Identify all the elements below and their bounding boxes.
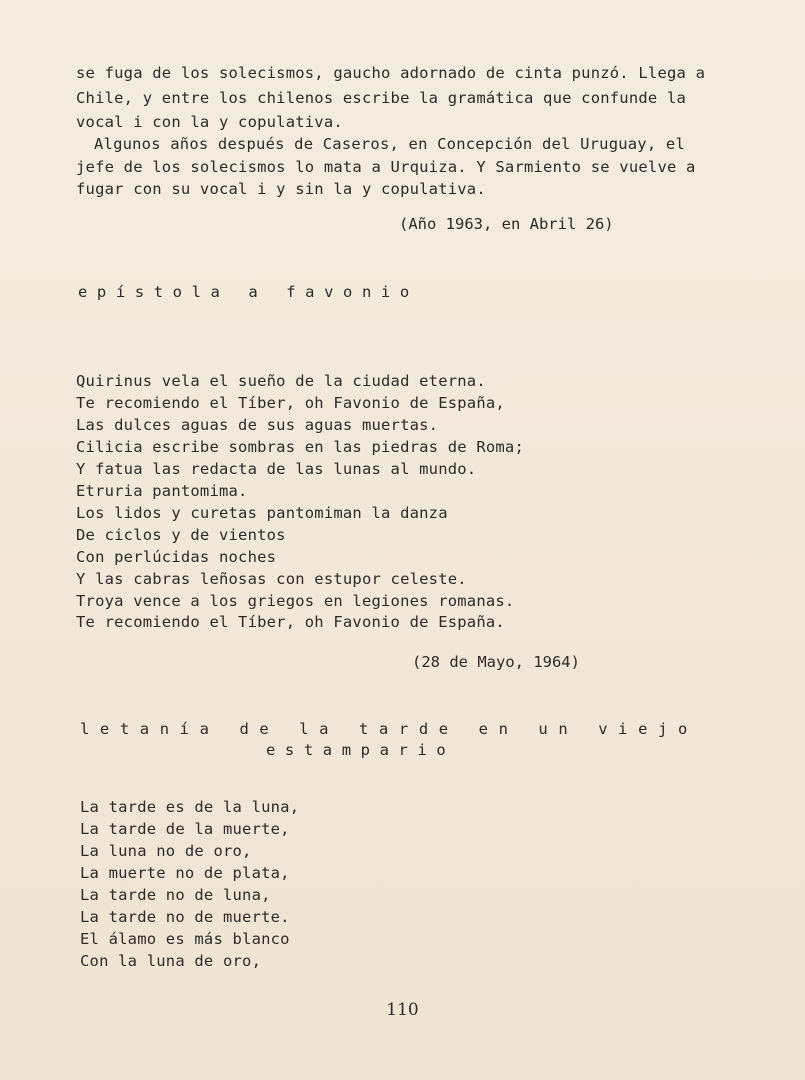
intro-line-2: Chile, y entre los chilenos escribe la gramática que confunde la	[76, 89, 687, 107]
poem1-line-1: Quirinus vela el sueño de la ciudad eterna.	[76, 372, 486, 390]
date-1964: (28 de Mayo, 1964)	[412, 653, 580, 671]
poem2-line-2: La tarde de la muerte,	[80, 820, 290, 838]
intro-line-4: Algunos años después de Caseros, en Concepción del Uruguay, el	[94, 135, 685, 153]
poem-title-epistola: epístola a favonio	[78, 283, 419, 301]
poem2-line-7: El álamo es más blanco	[80, 930, 290, 948]
poem1-line-5: Y fatua las redacta de las lunas al mundo.	[76, 460, 477, 478]
poem1-line-4: Cilicia escribe sombras en las piedras de Roma;	[76, 438, 524, 456]
poem1-line-3: Las dulces aguas de sus aguas muertas.	[76, 416, 439, 434]
poem1-line-2: Te recomiendo el Tíber, oh Favonio de España,	[76, 394, 505, 412]
intro-line-1: se fuga de los solecismos, gaucho adornado de cinta punzó. Llega a	[76, 64, 706, 82]
poem2-line-8: Con la luna de oro,	[80, 952, 262, 970]
poem2-line-3: La luna no de oro,	[80, 842, 252, 860]
poem-title-letania-line-2: estampario	[266, 741, 456, 759]
poem1-line-10: Y las cabras leñosas con estupor celeste.	[76, 570, 467, 588]
poem2-line-1: La tarde es de la luna,	[80, 798, 300, 816]
poem1-line-7: Los lidos y curetas pantomiman la danza	[76, 504, 448, 522]
date-1963: (Año 1963, en Abril 26)	[399, 215, 614, 233]
poem2-line-5: La tarde no de luna,	[80, 886, 271, 904]
poem1-line-8: De ciclos y de vientos	[76, 526, 286, 544]
poem2-line-6: La tarde no de muerte.	[80, 908, 290, 926]
poem1-line-11: Troya vence a los griegos en legiones romanas.	[76, 592, 515, 610]
poem2-line-4: La muerte no de plata,	[80, 864, 290, 882]
poem1-line-6: Etruria pantomima.	[76, 482, 248, 500]
poem1-line-12: Te recomiendo el Tíber, oh Favonio de España.	[76, 613, 505, 631]
page-number: 110	[386, 1000, 419, 1020]
intro-line-6: fugar con su vocal i y sin la y copulativa.	[76, 180, 486, 198]
intro-line-5: jefe de los solecismos lo mata a Urquiza. Y Sarmiento se vuelve a	[76, 158, 696, 176]
intro-line-3: vocal i con la y copulativa.	[76, 113, 343, 131]
poem1-line-9: Con perlúcidas noches	[76, 548, 277, 566]
poem-title-letania-line-1: letanía de la tarde en un viejo	[80, 720, 698, 738]
